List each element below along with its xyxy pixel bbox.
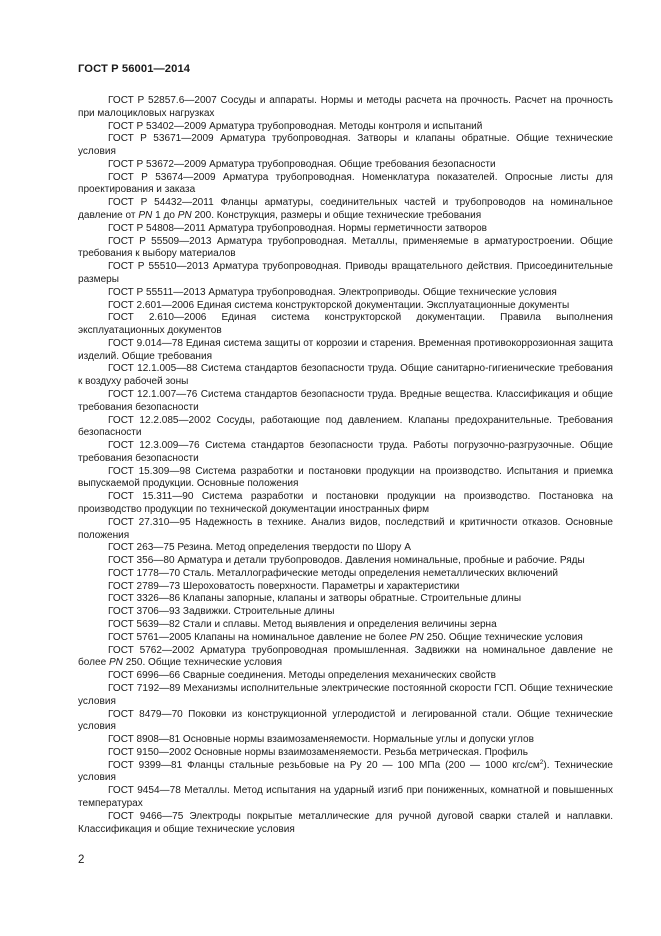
reference-entry: ГОСТ Р 53671—2009 Арматура трубопроводная. Затворы и клапаны обратные. Общие технические условия — [78, 133, 613, 158]
reference-entry: ГОСТ 5762—2002 Арматура трубопроводная промышленная. Задвижки на номинальное давление не более PN 250. Общие технические условия — [78, 644, 613, 669]
reference-entry: ГОСТ 12.1.005—88 Система стандартов безопасности труда. Общие санитарно-гигиенические требования к воздуху рабочей зоны — [78, 363, 613, 388]
reference-entry: ГОСТ 1778—70 Сталь. Металлографические методы определения неметаллических включений — [108, 567, 558, 579]
reference-entry: ГОСТ Р 52857.6—2007 Сосуды и аппараты. Нормы и методы расчета на прочность. Расчет на прочность при малоцикловых нагрузках — [78, 95, 613, 119]
document-header: ГОСТ Р 56001—2014 — [78, 63, 191, 75]
reference-entry: ГОСТ 9.014—78 Единая система защиты от коррозии и старения. Временная противокоррозионная защита изделий. Общие требования — [78, 337, 613, 362]
reference-entry: ГОСТ Р 53674—2009 Арматура трубопроводная. Номенклатура показателей. Опросные листы для проектирования и заказа — [78, 171, 613, 196]
reference-entry: ГОСТ Р 55509—2013 Арматура трубопроводная. Металлы, применяемые в арматуростроении. Общие требования к выбору материалов — [78, 235, 613, 260]
reference-entry: ГОСТ 6996—66 Сварные соединения. Методы определения механических свойств — [108, 670, 497, 682]
reference-entry: ГОСТ 12.1.007—76 Система стандартов безопасности труда. Вредные вещества. Классификация и общие требования безопасности — [78, 388, 613, 413]
reference-entry: ГОСТ Р 53672—2009 Арматура трубопроводная. Общие требования безопасности — [108, 158, 496, 170]
reference-entry: ГОСТ 5761—2005 Клапаны на номинальное давление не более PN 250. Общие технические условия — [108, 631, 583, 643]
references-list — [78, 95, 613, 836]
reference-entry: ГОСТ 9399—81 Фланцы стальные резьбовые на Ру 20 — 100 МПа (200 — 1000 кгс/$см^2$). Технические условия — [78, 758, 613, 784]
reference-entry: ГОСТ Р 53402—2009 Арматура трубопроводная. Методы контроля и испытаний — [108, 120, 483, 132]
reference-entry: ГОСТ 3326—86 Клапаны запорные, клапаны и затворы обратные. Строительные длины — [108, 593, 522, 605]
reference-entry: ГОСТ 12.2.085—2002 Сосуды, работающие под давлением. Клапаны предохранительные. Требования безопасности — [78, 414, 613, 439]
reference-entry: ГОСТ Р 55511—2013 Арматура трубопроводная. Электроприводы. Общие технические условия — [108, 286, 557, 298]
reference-entry: ГОСТ Р 54808—2011 Арматура трубопроводная. Нормы герметичности затворов — [108, 222, 487, 234]
reference-entry: ГОСТ 2.610—2006 Единая система конструкторской документации. Правила выполнения эксплуатационных документов — [78, 312, 613, 337]
reference-entry: ГОСТ 2.601—2006 Единая система конструкторской документации. Эксплуатационные документы — [108, 299, 570, 311]
reference-entry: ГОСТ 15.311—90 Система разработки и постановки продукции на производство. Постановка на производство продукции по технической документации иностранных фирм — [78, 491, 613, 515]
reference-entry: ГОСТ 5639—82 Стали и сплавы. Метод выявления и определения величины зерна — [108, 619, 497, 631]
reference-entry: ГОСТ 8479—70 Поковки из конструкционной углеродистой и легированной стали. Общие технические условия — [78, 708, 613, 733]
reference-entry: ГОСТ 263—75 Резина. Метод определения твердости по Шору А — [108, 542, 411, 554]
reference-entry: ГОСТ 12.3.009—76 Система стандартов безопасности труда. Работы погрузочно-разгрузочные. Общие требования безопасности — [78, 440, 613, 464]
reference-entry: ГОСТ 2789—73 Шероховатость поверхности. Параметры и характеристики — [108, 580, 460, 592]
reference-entry: ГОСТ 15.309—98 Система разработки и постановки продукции на производство. Испытания и приемка выпускаемой продукции. Основные положения — [78, 465, 613, 490]
reference-entry: ГОСТ Р 54432—2011 Фланцы арматуры, соединительных частей и трубопроводов на номинальное давление от PN 1 до PN 200. Конструкция, размеры и общие технические требования — [78, 197, 613, 222]
reference-entry: ГОСТ 8908—81 Основные нормы взаимозаменяемости. Нормальные углы и допуски углов — [108, 734, 534, 746]
reference-entry: ГОСТ 9466—75 Электроды покрытые металлические для ручной дуговой сварки сталей и наплавки. Классификация и общие технические условия — [78, 810, 613, 835]
reference-entry: ГОСТ 7192—89 Механизмы исполнительные электрические постоянной скорости ГСП. Общие технические условия — [78, 682, 613, 707]
reference-entry: ГОСТ 356—80 Арматура и детали трубопроводов. Давления номинальные, пробные и рабочие. Ряды — [108, 555, 585, 567]
reference-entry: ГОСТ 3706—93 Задвижки. Строительные длины — [108, 606, 335, 618]
reference-entry: ГОСТ 9454—78 Металлы. Метод испытания на ударный изгиб при пониженных, комнатной и повышенных температурах — [78, 785, 613, 809]
reference-entry: ГОСТ 9150—2002 Основные нормы взаимозаменяемости. Резьба метрическая. Профиль — [108, 746, 528, 758]
reference-entry: ГОСТ 27.310—95 Надежность в технике. Анализ видов, последствий и критичности отказов. Основные положения — [78, 516, 613, 541]
reference-entry: ГОСТ Р 55510—2013 Арматура трубопроводная. Приводы вращательного действия. Присоединительные размеры — [78, 261, 613, 285]
page-number: 2 — [78, 854, 85, 866]
